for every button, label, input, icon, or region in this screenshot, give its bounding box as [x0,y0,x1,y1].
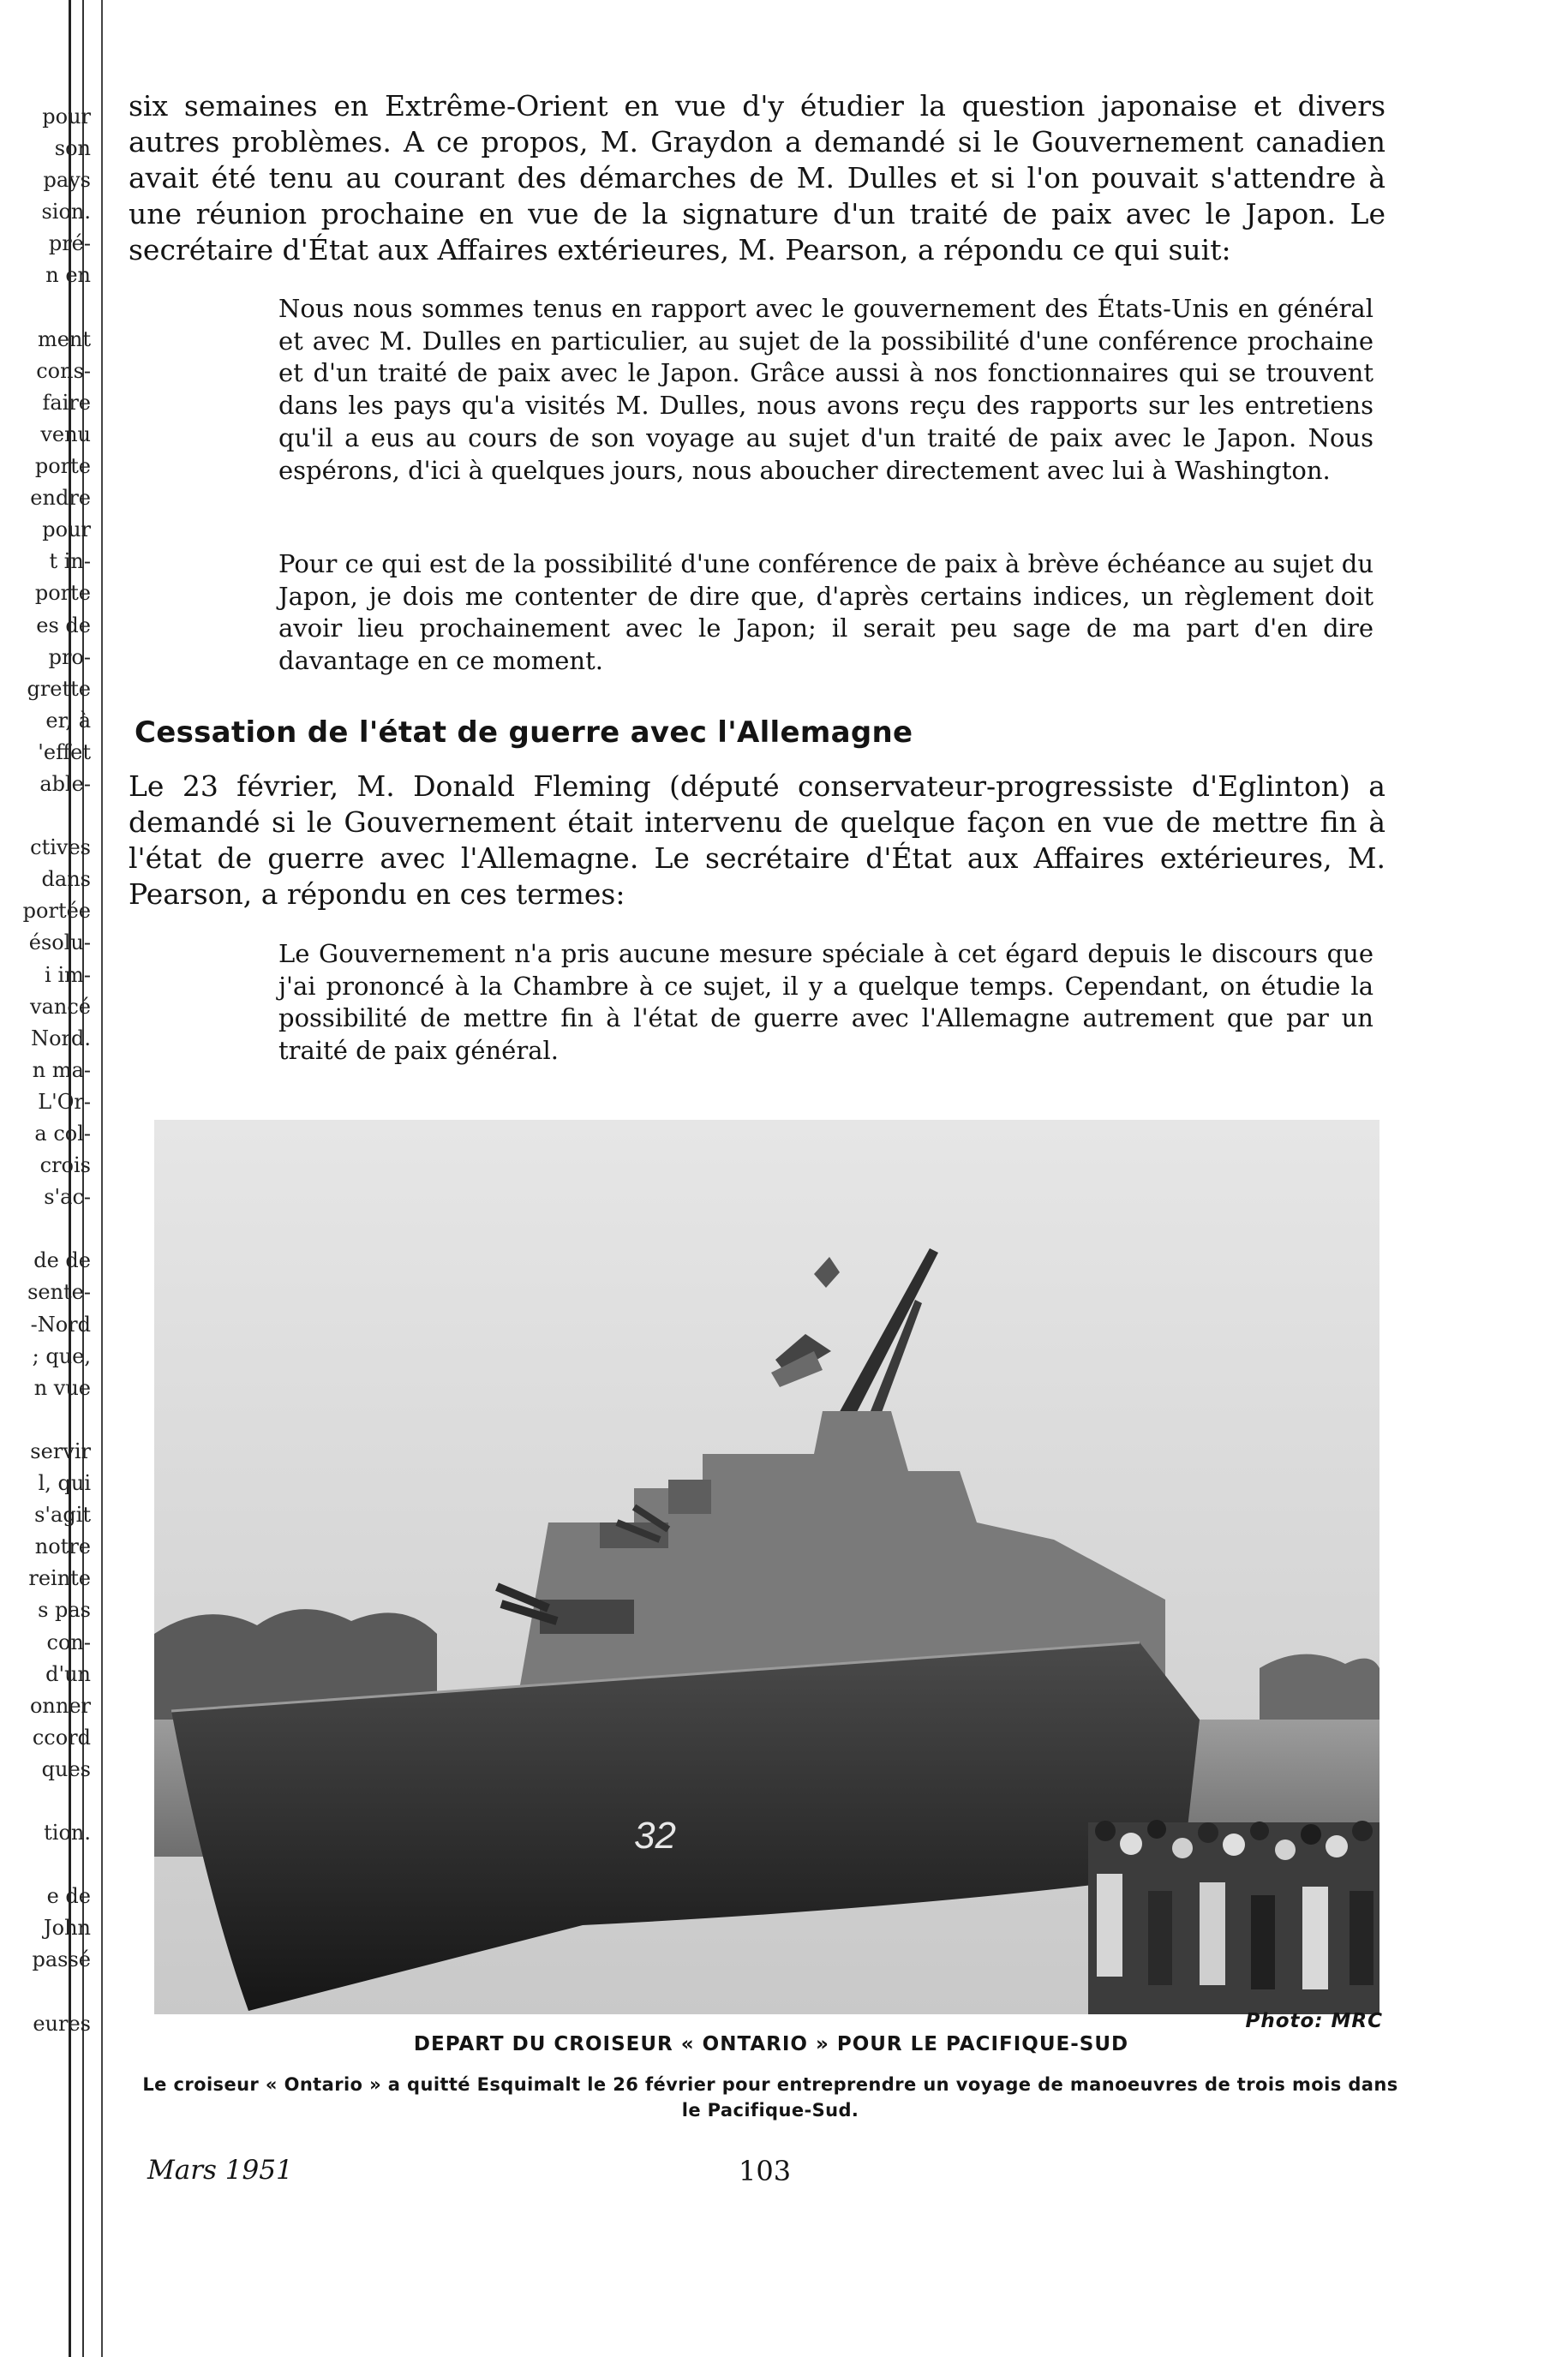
margin-fragment: vancé [30,994,91,1019]
footer-issue: Mars 1951 [147,2155,293,2186]
caption-text: Le croiseur « Ontario » a quitté Esquimalt le 26 février pour entreprendre un voyage de manoeuvres de trois mois dans le Pacifique-Sud. [142,2074,1398,2121]
margin-fragment: porte [34,581,91,606]
margin-fragment: L'Or- [38,1089,91,1114]
section-paragraph: Le 23 février, M. Donald Fleming (député conservateur-progressiste d'Eglinton) a demandé si le Gouvernement était intervenu de quelque façon en vue de mettre fin à l'état de guerre avec l'Allemagne. Le secrétaire d'État aux Affaires extérieures, M. Pearson, a répondu en ces termes: [129,769,1385,911]
margin-fragment: l, qui [38,1471,91,1496]
margin-fragment: n vue [33,1375,91,1400]
adjacent-page-margin-text [0,101,93,2040]
margin-fragment: de de [33,1248,91,1273]
margin-gap [0,1977,93,2008]
margin-fragment: t in- [49,549,91,574]
margin-fragment: ques [41,1756,91,1781]
margin-fragment: venu [40,422,91,446]
quote-pearson-japan-2 [278,548,1373,678]
margin-fragment: -Nord [30,1312,91,1337]
photo-credit: Photo: MRC [1245,2010,1383,2032]
margin-fragment: servir [30,1439,91,1463]
margin-fragment: s'agit [34,1503,91,1528]
margin-fragment: cons- [36,358,91,383]
margin-fragment: con- [46,1630,91,1654]
quote-pearson-japan-1 [278,293,1373,487]
margin-fragment: ésolu- [28,930,91,955]
margin-fragment: ment [37,326,91,351]
margin-fragment: pour [42,517,91,542]
margin-fragment: n ma- [32,1057,91,1082]
margin-fragment: endre [30,486,91,511]
margin-fragment: ccord [32,1725,91,1750]
margin-fragment: ctives [30,835,91,860]
margin-fragment: pré- [48,231,91,256]
margin-fragment: sente- [27,1280,91,1305]
margin-fragment: s'ac- [44,1185,91,1210]
margin-gap [0,1849,93,1881]
margin-fragment: onner [29,1693,91,1718]
margin-fragment: pour [42,105,91,129]
margin-fragment: ; que, [32,1343,91,1368]
margin-fragment: d'un [45,1661,91,1686]
quote-text: Nous nous sommes tenus en rapport avec le gouvernement des États-Unis en général et avec M. Dulles en particulier, au sujet de la possibilité d'une conférence prochaine et d'un traité de paix avec le Japon. Grâce aussi à nos fonctionnaires qui se trouvent dans les pays qu'a visités M. Dulles, nous avons reçu des rapports sur les entretiens qu'il a eus au cours de son voyage au sujet d'un traité de paix avec le Japon. Nous espérons, d'ici à quelques jours, nous aboucher directement avec lui à Washington. [278,294,1373,485]
cruiser-photo [154,1120,1379,2014]
caption-title: DEPART DU CROISEUR « ONTARIO » POUR LE PACIFIQUE-SUD [413,2033,1129,2055]
margin-gap [0,1213,93,1245]
intro-paragraph: six semaines en Extrême-Orient en vue d'y étudier la question japonaise et divers autres problèmes. A ce propos, M. Graydon a demandé si le Gouvernement canadien avait été tenu au courant des démarches de M. Dulles et si l'on pouvait s'attendre à une réunion prochaine en vue de la signature d'un traité de paix avec le Japon. Le secrétaire d'État aux Affaires extérieures, M. Pearson, a répondu ce qui suit: [129,89,1385,266]
margin-fragment: a col- [34,1122,91,1146]
crowd-on-pier [1088,1820,1379,2014]
margin-fragment: er, à [45,708,91,733]
hull-number: 32 [634,1815,676,1857]
margin-fragment: n en [45,263,91,288]
margin-gap [0,1786,93,1817]
margin-fragment: pro- [48,644,91,669]
margin-gap [0,1404,93,1436]
margin-fragment: Nord. [31,1026,91,1050]
gun-turret [668,1480,711,1514]
quote-text: Le Gouvernement n'a pris aucune mesure spéciale à cet égard depuis le discours que j'ai prononcé à la Chambre à ce sujet, il y a quelque temps. Cependant, on étudie la possibilité de mettre fin à l'état de guerre avec l'Allemagne autrement que par un traité de paix général. [278,939,1373,1066]
margin-fragment: grette [27,676,91,701]
margin-gap [0,800,93,832]
margin-fragment: passé [32,1947,91,1972]
margin-fragment: 'effet [38,739,91,764]
margin-fragment: tion. [44,1821,91,1846]
margin-fragment: s pas [38,1598,91,1623]
margin-fragment: portée [22,899,91,924]
margin-fragment: faire [42,390,91,415]
page-number: 103 [739,2155,792,2187]
margin-fragment: crois [39,1153,91,1178]
margin-fragment: reinte [28,1566,91,1591]
quote-text: Pour ce qui est de la possibilité d'une conférence de paix à brève échéance au sujet du Japon, je dois me contenter de dire que, d'après certains indices, un règlement doit avoir lieu prochainement avec le Japon; il serait peu sage de ma part d'en dire davantage en ce moment. [278,549,1373,676]
margin-fragment: sion. [41,200,91,224]
margin-fragment: pays [43,168,91,193]
cruiser-ontario-illustration [154,1120,1379,2014]
margin-fragment: i im- [45,962,91,987]
margin-fragment: son [54,136,91,161]
margin-rule [101,0,103,2357]
margin-fragment: able- [39,771,91,796]
margin-fragment: eures [33,2011,91,2036]
margin-fragment: dans [41,867,91,892]
margin-fragment: notre [34,1534,91,1559]
margin-fragment: John [44,1916,91,1941]
section-heading: Cessation de l'état de guerre avec l'Allemagne [135,715,913,750]
margin-fragment: es de [36,613,91,637]
margin-gap [0,292,93,324]
margin-fragment: e de [46,1884,91,1909]
quote-pearson-germany [278,938,1373,1068]
margin-fragment: porte [34,454,91,479]
